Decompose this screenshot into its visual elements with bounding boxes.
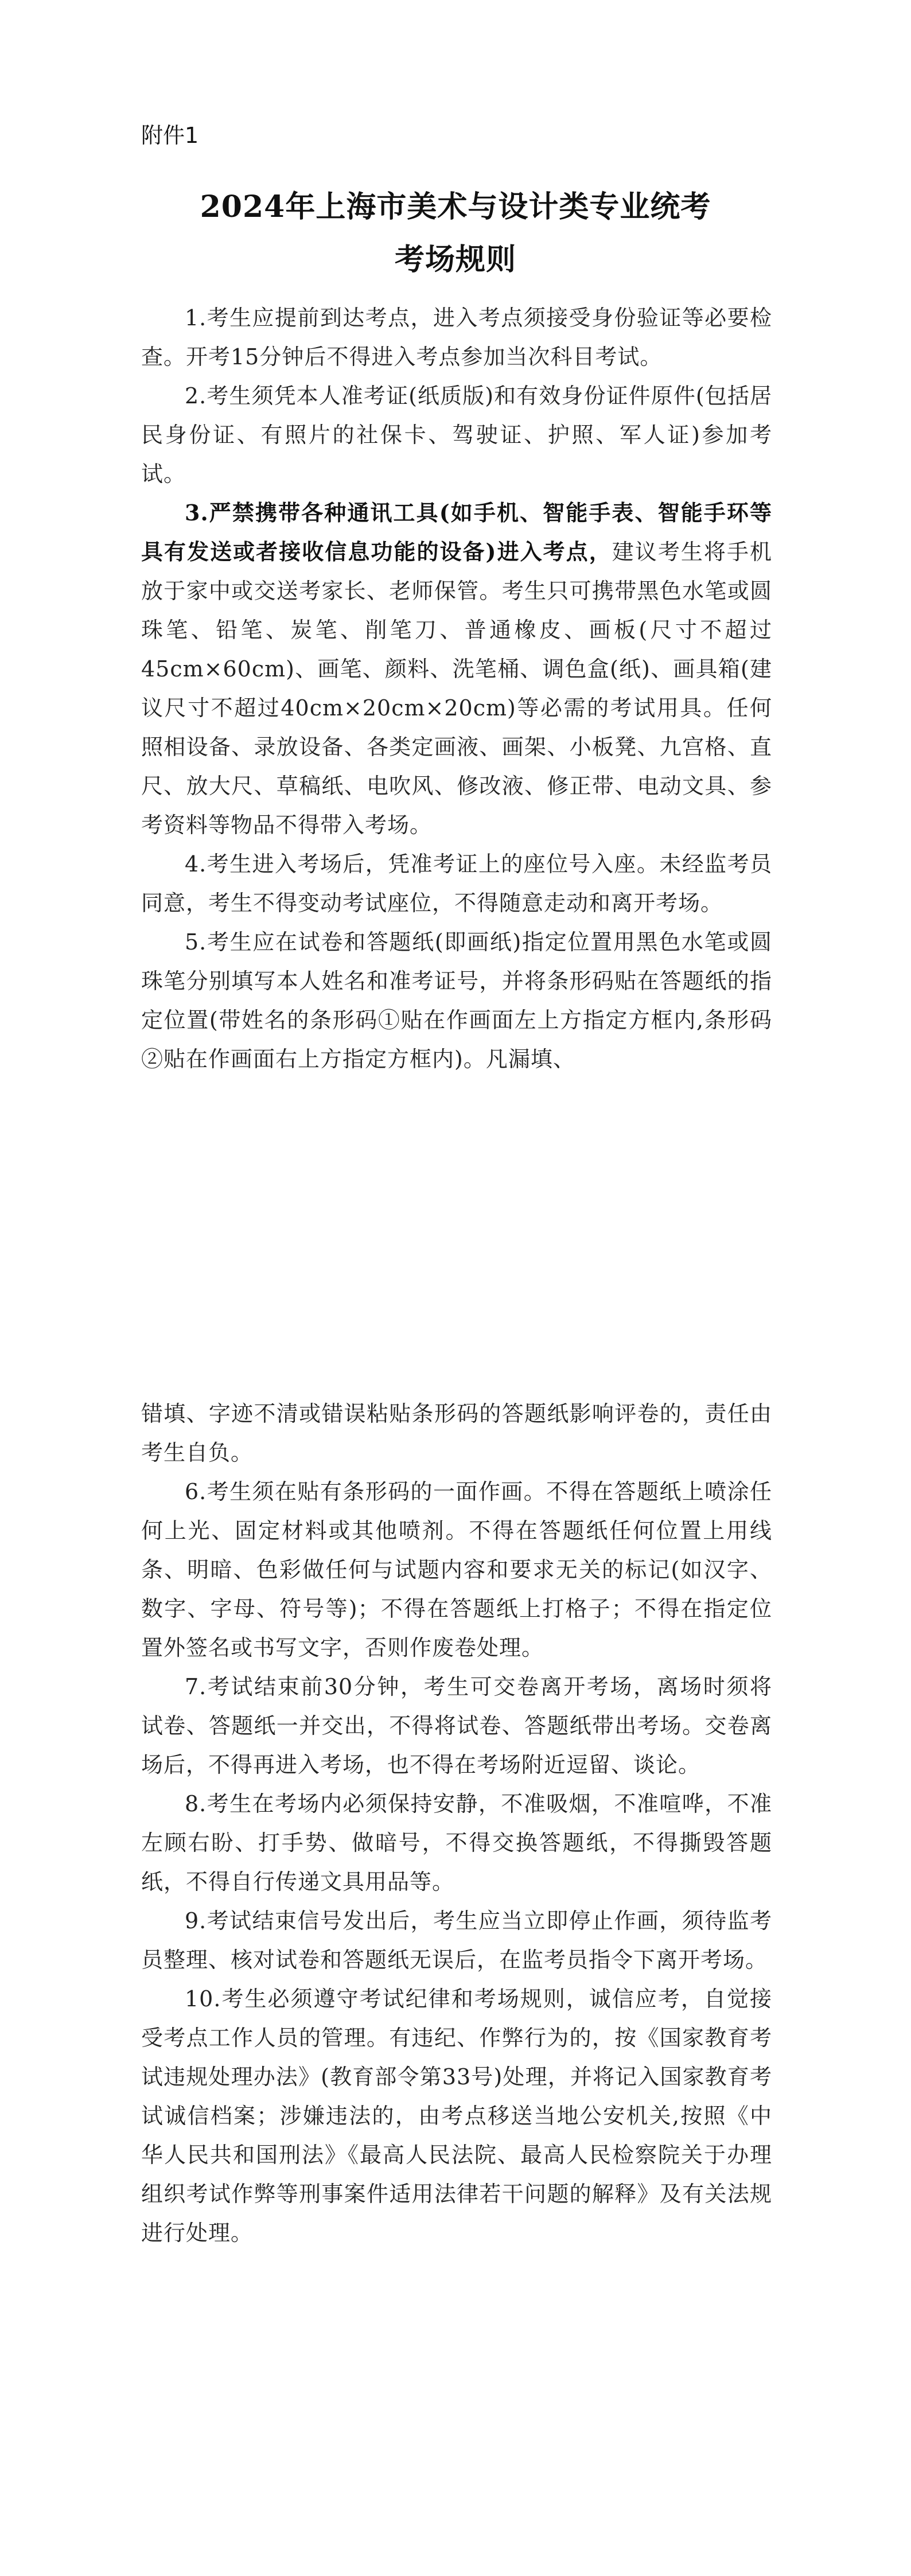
rule-9: 9.考试结束信号发出后，考生应当立即停止作画，须待监考员整理、核对试卷和答题纸无误后，在监考员指令下离开考场。 [141, 1908, 772, 1972]
rule-7: 7.考试结束前30分钟，考生可交卷离开考场，离场时须将试卷、答题纸一并交出，不得将试卷、答题纸带出考场。交卷离场后，不得再进入考场，也不得在考场附近逗留、谈论。 [141, 1674, 772, 1777]
rules-section-page-1 [141, 298, 772, 1079]
rule-1: 1.考生应提前到达考点，进入考点须接受身份验证等必要检查。开考15分钟后不得进入考点参加当次科目考试。 [141, 305, 772, 369]
rule-5-continuation: 错填、字迹不清或错误粘贴条形码的答题纸影响评卷的，责任由考生自负。 [141, 1401, 772, 1465]
attachment-label: 附件1 [141, 123, 199, 148]
rule-2: 2.考生须凭本人准考证(纸质版)和有效身份证件原件(包括居民身份证、有照片的社保卡、驾驶证、护照、军人证)参加考试。 [141, 383, 772, 487]
document-title: 2024年上海市美术与设计类专业统考 [200, 189, 711, 224]
rule-6: 6.考生须在贴有条形码的一面作画。不得在答题纸上喷涂任何上光、固定材料或其他喷剂。不得在答题纸任何位置上用线条、明暗、色彩做任何与试题内容和要求无关的标记(如汉字、数字、字母、符号等)；不得在答题纸上打格子；不得在指定位置外签名或书写文字，否则作废卷处理。 [141, 1479, 772, 1660]
rule-3-prohibition: 3.严禁携带各种通讯工具(如手机、智能手表、智能手环等具有发送或者接收信息功能的设备)进入考点， [141, 500, 772, 565]
rule-3-details: 建议考生将手机放于家中或交送考家长、老师保管。考生只可携带黑色水笔或圆珠笔、铅笔、炭笔、削笔刀、普通橡皮、画板(尺寸不超过45cm×60cm)、画笔、颜料、洗笔桶、调色盒(纸)、画具箱(建议尺寸不超过40cm×20cm×20cm)等必需的考试用具。任何照相设备、录放设备、各类定画液、画架、小板凳、九宫格、直尺、放大尺、草稿纸、电吹风、修改液、修正带、电动文具、参考资料等物品不得带入考场。 [141, 539, 772, 838]
rule-8: 8.考生在考场内必须保持安静，不准吸烟，不准喧哗，不准左顾右盼、打手势、做暗号，不得交换答题纸，不得撕毁答题纸，不得自行传递文具用品等。 [141, 1791, 772, 1894]
rule-4: 4.考生进入考场后，凭准考证上的座位号入座。未经监考员同意，考生不得变动考试座位，不得随意走动和离开考场。 [141, 851, 772, 916]
document-subtitle: 考场规则 [394, 242, 516, 277]
rules-section-page-2 [141, 1394, 772, 2252]
rule-10: 10.考生必须遵守考试纪律和考场规则，诚信应考，自觉接受考点工作人员的管理。有违纪、作弊行为的，按《国家教育考试违规处理办法》(教育部令第33号)处理，并将记入国家教育考试诚信档案；涉嫌违法的，由考点移送当地公安机关,按照《中华人民共和国刑法》《最高人民法院、最高人民检察院关于办理组织考试作弊等刑事案件适用法律若干问题的解释》及有关法规进行处理。 [141, 1986, 772, 2246]
rule-3 [141, 493, 772, 845]
rule-5: 5.考生应在试卷和答题纸(即画纸)指定位置用黑色水笔或圆珠笔分别填写本人姓名和准考证号，并将条形码贴在答题纸的指定位置(带姓名的条形码①贴在作画面左上方指定方框内,条形码②贴在作画面右上方指定方框内)。凡漏填、 [141, 929, 772, 1072]
